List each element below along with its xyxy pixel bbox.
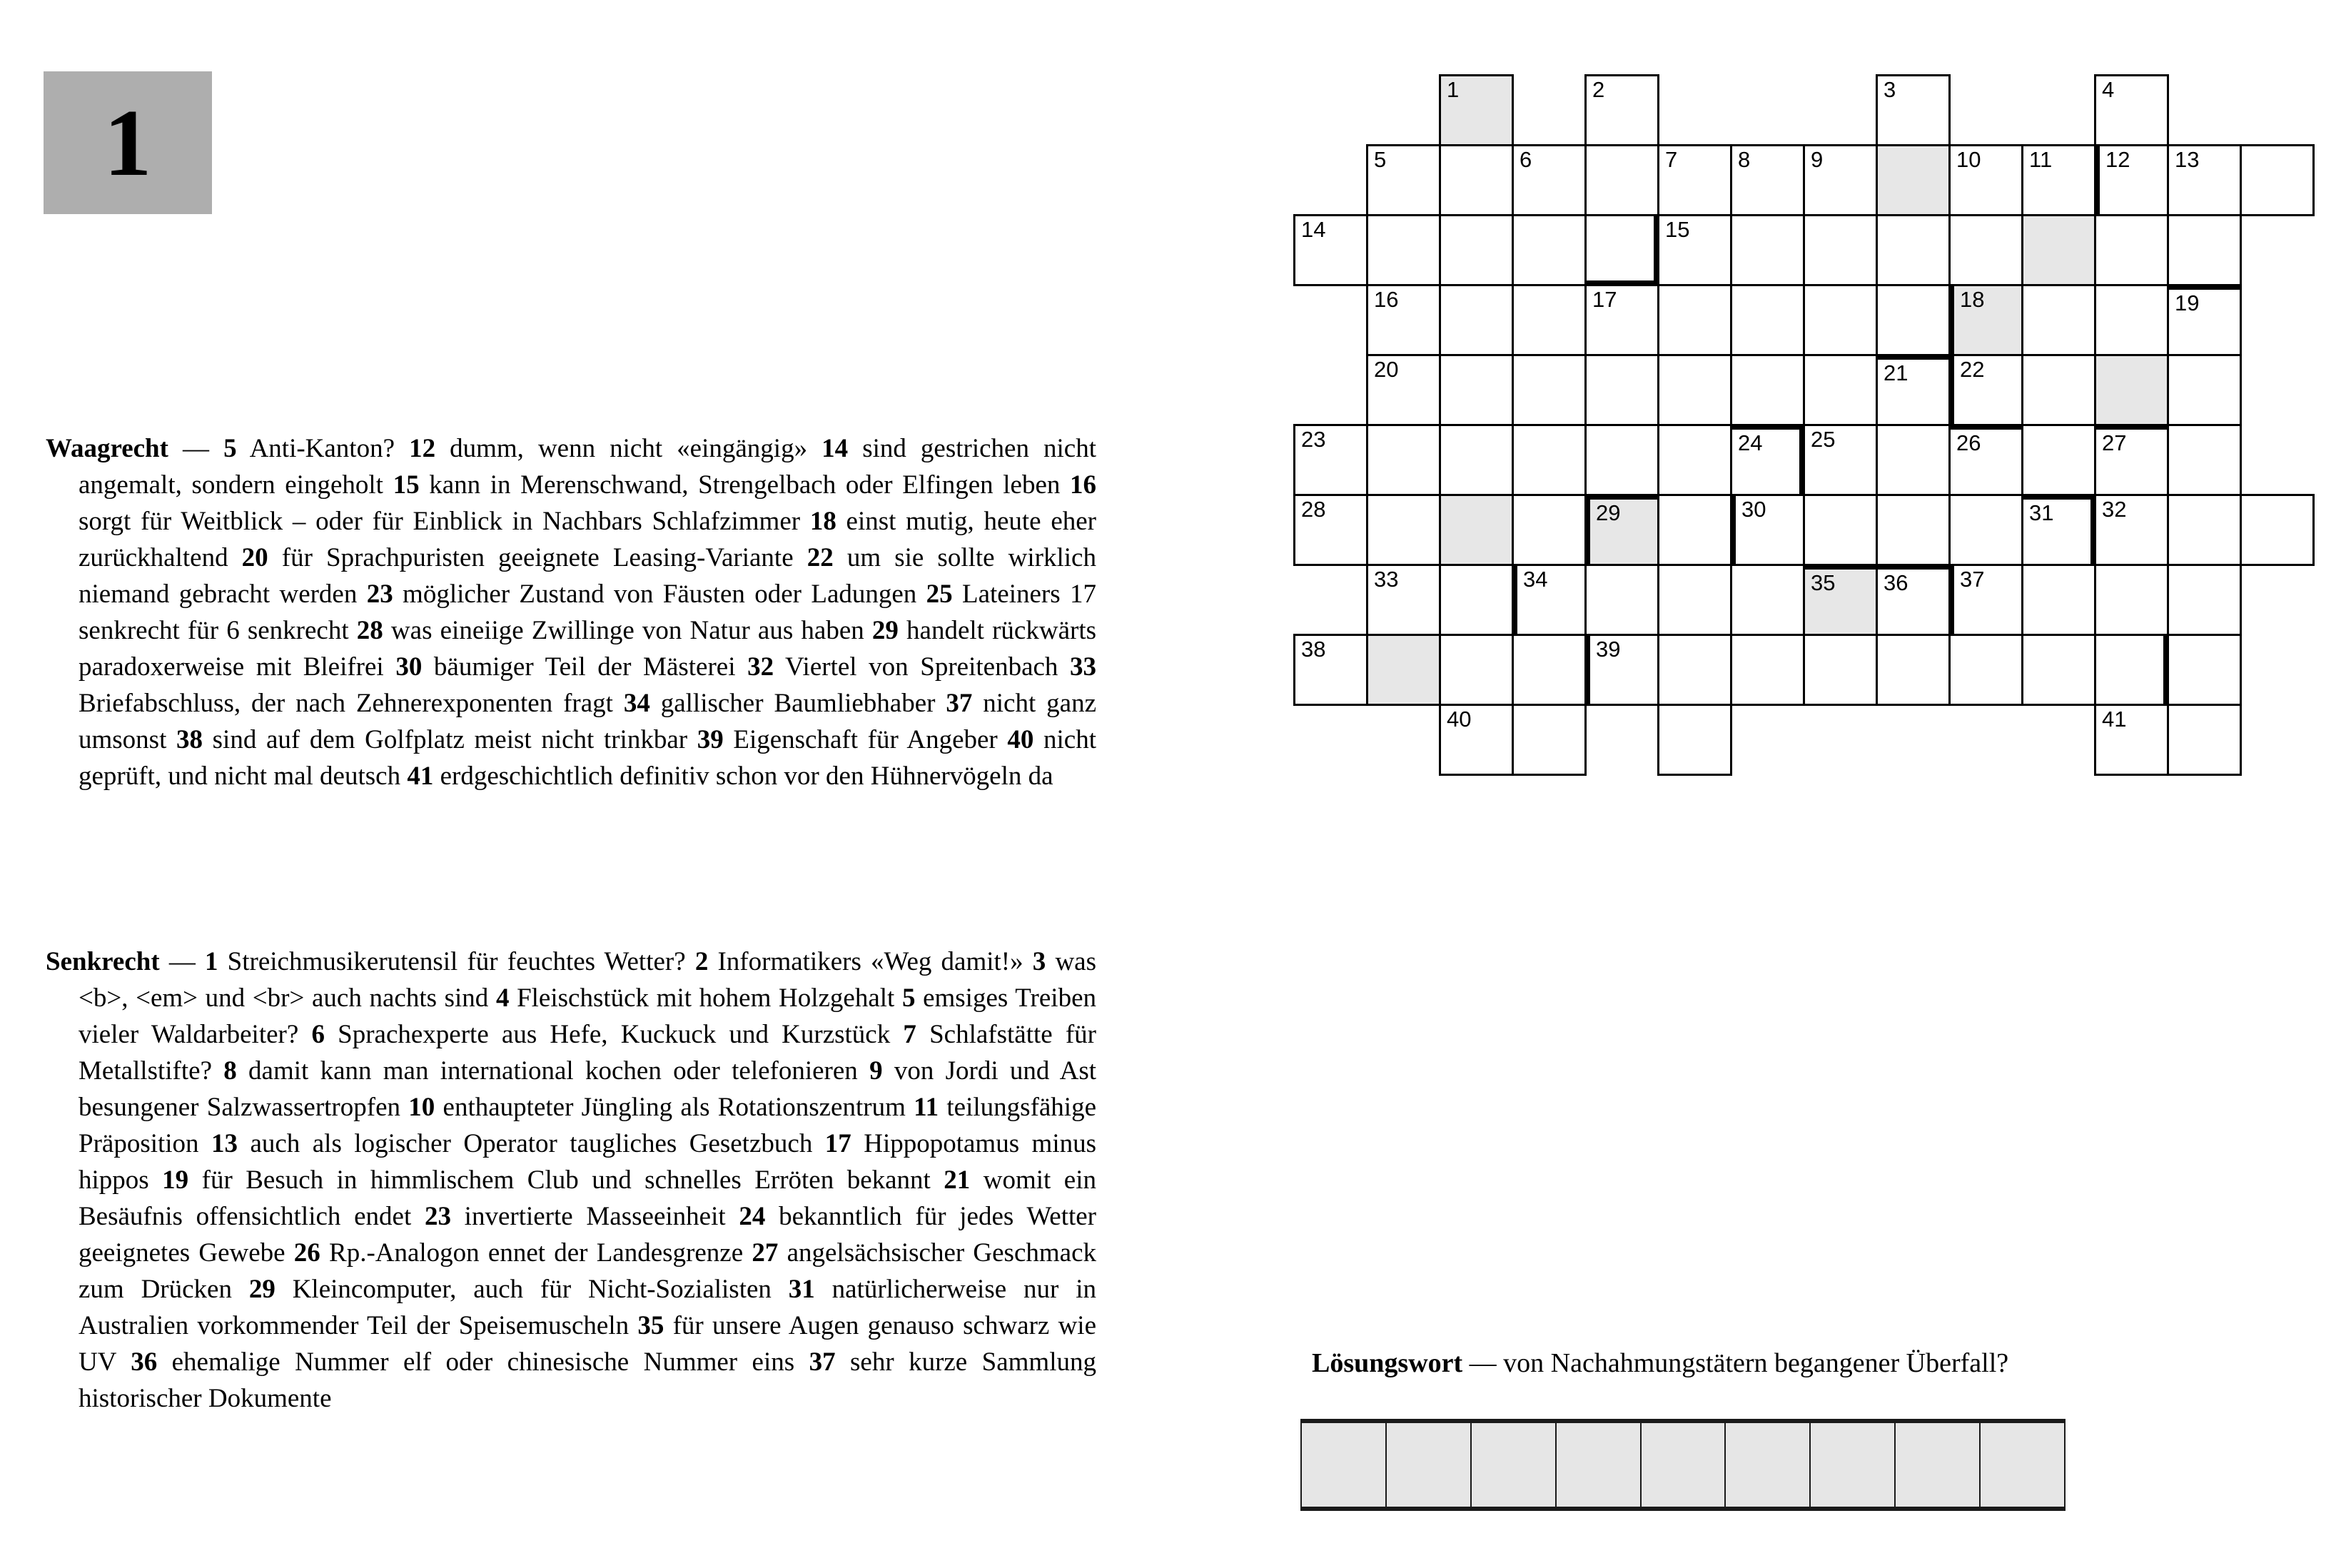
grid-cell-35[interactable] <box>1803 564 1878 636</box>
senkrecht-clues: 1 Streichmusikerutensil für feuchtes Wetter? 2 Informatikers «Weg damit!» 3 was <b>, <em> und <br> auch nachts sind 4 Fleischstück mit hohem Holzgehalt 5 emsiges Treiben vieler Waldarbeiter? 6 Sprachexperte aus Hefe, Kuckuck und Kurzstück 7 Schlafstätte für Metallstifte? 8 damit kann man international kochen oder telefonieren 9 von Jordi und Ast besungener Salzwassertropfen 10 enthaupteter Jüngling als Rotationszentrum 11 teilungsfähige Präposition 13 auch als logischer Operator taugliches Gesetzbuch 17 Hippopotamus minus hippos 19 für Besuch in himmlischem Club und schnelles Erröten bekannt 21 womit ein Besäufnis offensichtlich endet 23 invertierte Masseeinheit 24 bekanntlich für jedes Wetter geeignetes Gewebe 26 Rp.-Analogon ennet der Landesgrenze 27 angelsächsischer Geschmack zum Drücken 29 Kleincomputer, auch für Nicht-Sozialisten 31 natürlicherweise nur in Australien vorkommender Teil der Speisemuscheln 35 für unsere Augen genauso schwarz wie UV 36 ehemalige Nummer elf oder chinesische Nummer eins 37 sehr kurze Sammlung historischer Dokumente <box>79 947 1097 1413</box>
solution-letter-box[interactable] <box>1979 1423 2064 1507</box>
grid-cell[interactable] <box>1439 634 1514 706</box>
clue-number: 20 <box>241 543 268 572</box>
grid-cell-13[interactable] <box>2167 144 2242 216</box>
grid-cell[interactable] <box>2094 564 2169 636</box>
cell-number: 39 <box>1596 637 1621 662</box>
grid-cell[interactable] <box>1584 354 1659 426</box>
grid-cell[interactable] <box>2167 424 2242 496</box>
solution-letter-box[interactable] <box>1724 1423 1809 1507</box>
grid-cell[interactable] <box>2167 354 2242 426</box>
clue-number: 8 <box>223 1056 237 1086</box>
grid-cell-8[interactable] <box>1730 144 1805 216</box>
clue-number: 26 <box>293 1238 320 1268</box>
grid-cell[interactable] <box>1876 634 1951 706</box>
cell-number: 38 <box>1301 637 1326 662</box>
cell-number: 16 <box>1374 287 1399 312</box>
clue-number: 22 <box>807 543 834 572</box>
grid-cell[interactable] <box>1657 424 1732 496</box>
grid-cell[interactable] <box>1803 354 1878 426</box>
solution-letter-box[interactable] <box>1302 1423 1385 1507</box>
cell-number: 7 <box>1665 147 1678 172</box>
grid-cell[interactable] <box>1512 354 1587 426</box>
grid-cell-28[interactable] <box>1293 494 1368 566</box>
waagrecht-clues: 5 Anti-Kanton? 12 dumm, wenn nicht «eingängig» 14 sind gestrichen nicht angemalt, sondern eingeholt 15 kann in Merenschwand, Strengelbach oder Elfingen leben 16 sorgt für Weitblick – oder für Einblick in Nachbars Schlafzimmer 18 einst mutig, heute eher zurückhaltend 20 für Sprachpuristen geeignete Leasing-Variante 22 um sie sollte wirklich niemand gebracht werden 23 möglicher Zustand von Fäusten oder Ladungen 25 Lateiners 17 senkrecht für 6 senkrecht 28 was eineiige Zwillinge von Natur aus haben 29 handelt rückwärts paradoxerweise mit Bleifrei 30 bäumiger Teil der Mästerei 32 Viertel von Spreitenbach 33 Briefabschluss, der nach Zehnerexponenten fragt 34 gallischer Baumliebhaber 37 nicht ganz umsonst 38 sind auf dem Golfplatz meist nicht trinkbar 39 Eigenschaft für Angeber 40 nicht geprüft, und nicht mal deutsch 41 erdgeschichtlich definitiv schon vor den Hühnervögeln da <box>79 434 1097 791</box>
grid-cell-23[interactable] <box>1293 424 1368 496</box>
clue-number: 7 <box>903 1020 916 1049</box>
clue-number: 31 <box>788 1275 815 1304</box>
grid-cell[interactable] <box>1803 494 1878 566</box>
grid-cell[interactable] <box>1584 144 1659 216</box>
grid-cell[interactable] <box>1366 634 1441 706</box>
clue-number: 37 <box>809 1347 836 1377</box>
cell-number: 14 <box>1301 217 1326 242</box>
senkrecht-heading: Senkrecht <box>46 947 160 976</box>
grid-cell[interactable] <box>2094 284 2169 356</box>
clue-number: 6 <box>311 1020 325 1049</box>
grid-cell[interactable] <box>1439 284 1514 356</box>
clue-number: 18 <box>809 507 836 536</box>
grid-cell[interactable] <box>1876 424 1951 496</box>
grid-cell[interactable] <box>1366 494 1441 566</box>
cell-number: 21 <box>1884 360 1908 385</box>
clue-number: 24 <box>739 1202 766 1231</box>
cell-number: 29 <box>1596 500 1621 525</box>
cell-number: 12 <box>2105 147 2130 172</box>
grid-cell-10[interactable] <box>1948 144 2023 216</box>
grid-cell[interactable] <box>2021 424 2096 496</box>
clue-number: 19 <box>162 1165 189 1195</box>
grid-cell-30[interactable] <box>1730 494 1805 566</box>
clue-number: 29 <box>871 616 899 645</box>
grid-cell[interactable] <box>1439 424 1514 496</box>
solution-letter-box[interactable] <box>1385 1423 1470 1507</box>
clue-number: 1 <box>204 947 218 976</box>
clue-number: 16 <box>1070 470 1097 500</box>
solution-letter-box[interactable] <box>1894 1423 1979 1507</box>
cell-number: 36 <box>1884 570 1908 595</box>
grid-cell-15[interactable] <box>1657 214 1732 286</box>
cell-number: 34 <box>1523 567 1548 592</box>
clue-number: 15 <box>393 470 420 500</box>
cell-number: 27 <box>2102 430 2127 455</box>
solution-letter-box[interactable] <box>1640 1423 1725 1507</box>
clue-number: 27 <box>752 1238 779 1268</box>
grid-cell[interactable] <box>1730 214 1805 286</box>
grid-cell[interactable] <box>1584 424 1659 496</box>
grid-cell-3[interactable] <box>1876 74 1951 146</box>
solution-letter-box[interactable] <box>1555 1423 1640 1507</box>
grid-cell-22[interactable] <box>1948 354 2023 426</box>
grid-cell-18[interactable] <box>1948 284 2023 356</box>
grid-cell[interactable] <box>1948 634 2023 706</box>
clue-number: 36 <box>131 1347 158 1377</box>
cell-number: 1 <box>1447 77 1460 102</box>
grid-cell-2[interactable] <box>1584 74 1659 146</box>
grid-cell[interactable] <box>2240 494 2315 566</box>
grid-cell-41[interactable] <box>2094 704 2169 776</box>
grid-cell[interactable] <box>2167 704 2242 776</box>
cell-number: 30 <box>1741 497 1766 522</box>
clue-number: 5 <box>901 983 916 1013</box>
grid-cell-14[interactable] <box>1293 214 1368 286</box>
clue-number: 11 <box>914 1093 939 1122</box>
clue-number: 40 <box>1007 725 1034 754</box>
senkrecht-section <box>46 944 1096 1417</box>
grid-cell[interactable] <box>2167 634 2242 706</box>
grid-cell-4[interactable] <box>2094 74 2169 146</box>
waagrecht-heading: Waagrecht <box>46 434 168 463</box>
clue-number: 32 <box>747 652 774 682</box>
grid-cell[interactable] <box>1584 214 1659 286</box>
grid-cell[interactable] <box>2021 634 2096 706</box>
grid-cell[interactable] <box>1512 704 1587 776</box>
solution-letter-box[interactable] <box>1470 1423 1555 1507</box>
grid-cell[interactable] <box>1657 564 1732 636</box>
cell-number: 6 <box>1520 147 1532 172</box>
grid-cell[interactable] <box>1439 494 1514 566</box>
grid-cell[interactable] <box>1512 284 1587 356</box>
grid-cell[interactable] <box>1584 564 1659 636</box>
cell-number: 41 <box>2102 707 2127 732</box>
cell-number: 37 <box>1960 567 1985 592</box>
clue-number: 5 <box>223 434 237 463</box>
cell-number: 9 <box>1811 147 1824 172</box>
clue-number: 34 <box>623 689 650 718</box>
clue-number: 38 <box>176 725 203 754</box>
cell-number: 13 <box>2175 147 2200 172</box>
clue-number: 2 <box>694 947 709 976</box>
grid-cell-33[interactable] <box>1366 564 1441 636</box>
grid-cell[interactable] <box>1512 214 1587 286</box>
grid-cell-19[interactable] <box>2167 284 2242 356</box>
clue-number: 25 <box>926 580 953 609</box>
solution-letter-box[interactable] <box>1809 1423 1894 1507</box>
grid-cell-38[interactable] <box>1293 634 1368 706</box>
clue-number: 10 <box>408 1093 435 1122</box>
cell-number: 35 <box>1811 570 1836 595</box>
grid-cell[interactable] <box>1730 354 1805 426</box>
cell-number: 20 <box>1374 357 1399 382</box>
grid-cell[interactable] <box>1439 144 1514 216</box>
grid-cell-24[interactable] <box>1730 424 1805 496</box>
grid-cell[interactable] <box>1439 354 1514 426</box>
grid-cell[interactable] <box>1366 424 1441 496</box>
grid-cell[interactable] <box>2094 634 2169 706</box>
grid-cell[interactable] <box>1803 214 1878 286</box>
clue-number: 4 <box>495 983 510 1013</box>
clue-number: 28 <box>356 616 383 645</box>
grid-cell[interactable] <box>1657 634 1732 706</box>
cell-number: 24 <box>1738 430 1763 455</box>
grid-cell[interactable] <box>1657 704 1732 776</box>
grid-cell-34[interactable] <box>1512 564 1587 636</box>
grid-cell-36[interactable] <box>1876 564 1951 636</box>
cell-number: 23 <box>1301 427 1326 452</box>
grid-cell-31[interactable] <box>2021 494 2096 566</box>
clue-number: 41 <box>407 762 434 791</box>
cell-number: 15 <box>1665 217 1690 242</box>
solution-heading: Lösungswort <box>1312 1348 1463 1378</box>
grid-cell[interactable] <box>1657 494 1732 566</box>
clue-number: 9 <box>869 1056 883 1086</box>
grid-cell[interactable] <box>1876 494 1951 566</box>
clue-number: 33 <box>1070 652 1097 682</box>
grid-cell[interactable] <box>1512 424 1587 496</box>
clue-number: 30 <box>395 652 423 682</box>
clue-number: 23 <box>366 580 393 609</box>
grid-cell[interactable] <box>1876 144 1951 216</box>
cell-number: 8 <box>1738 147 1751 172</box>
grid-cell[interactable] <box>1803 634 1878 706</box>
grid-cell-5[interactable] <box>1366 144 1441 216</box>
grid-cell-37[interactable] <box>1948 564 2023 636</box>
waagrecht-separator: — <box>168 434 224 463</box>
grid-cell-12[interactable] <box>2094 144 2169 216</box>
grid-cell-11[interactable] <box>2021 144 2096 216</box>
cell-number: 31 <box>2029 500 2054 525</box>
solution-separator: — <box>1462 1348 1504 1378</box>
grid-cell-20[interactable] <box>1366 354 1441 426</box>
clue-number: 21 <box>944 1165 971 1195</box>
grid-cell[interactable] <box>1657 354 1732 426</box>
grid-cell[interactable] <box>1512 494 1587 566</box>
grid-cell[interactable] <box>2167 214 2242 286</box>
grid-cell[interactable] <box>2167 494 2242 566</box>
cell-number: 26 <box>1956 430 1981 455</box>
grid-cell[interactable] <box>1948 214 2023 286</box>
grid-cell-21[interactable] <box>1876 354 1951 426</box>
cell-number: 19 <box>2175 290 2200 315</box>
grid-cell[interactable] <box>2240 144 2315 216</box>
cell-number: 11 <box>2029 147 2053 172</box>
grid-cell-16[interactable] <box>1366 284 1441 356</box>
cell-number: 40 <box>1447 707 1472 732</box>
grid-cell[interactable] <box>1366 214 1441 286</box>
cell-number: 32 <box>2102 497 2127 522</box>
solution-word-boxes <box>1300 1419 2066 1511</box>
clue-number: 14 <box>821 434 849 463</box>
grid-cell-26[interactable] <box>1948 424 2023 496</box>
grid-cell[interactable] <box>1730 634 1805 706</box>
cell-number: 4 <box>2102 77 2115 102</box>
cell-number: 3 <box>1884 77 1896 102</box>
cell-number: 28 <box>1301 497 1326 522</box>
grid-cell[interactable] <box>2094 214 2169 286</box>
clue-number: 3 <box>1032 947 1046 976</box>
grid-cell[interactable] <box>1876 214 1951 286</box>
cell-number: 22 <box>1960 357 1985 382</box>
grid-cell-27[interactable] <box>2094 424 2169 496</box>
grid-cell[interactable] <box>1439 214 1514 286</box>
grid-cell-39[interactable] <box>1584 634 1659 706</box>
clue-number: 39 <box>697 725 724 754</box>
grid-cell-29[interactable] <box>1584 494 1659 566</box>
cell-number: 2 <box>1592 77 1605 102</box>
grid-cell[interactable] <box>1730 284 1805 356</box>
clue-number: 12 <box>409 434 436 463</box>
cell-number: 33 <box>1374 567 1399 592</box>
grid-cell-32[interactable] <box>2094 494 2169 566</box>
grid-cell[interactable] <box>2021 564 2096 636</box>
grid-cell[interactable] <box>2021 214 2096 286</box>
clue-number: 35 <box>637 1311 664 1340</box>
clue-number: 23 <box>424 1202 451 1231</box>
grid-cell[interactable] <box>1948 494 2023 566</box>
grid-cell[interactable] <box>1512 634 1587 706</box>
clue-number: 17 <box>824 1129 851 1158</box>
grid-cell-7[interactable] <box>1657 144 1732 216</box>
grid-cell-1[interactable] <box>1439 74 1514 146</box>
grid-cell[interactable] <box>2094 354 2169 426</box>
senkrecht-separator: — <box>159 947 205 976</box>
grid-cell[interactable] <box>2021 354 2096 426</box>
grid-cell[interactable] <box>1876 284 1951 356</box>
grid-cell[interactable] <box>1803 284 1878 356</box>
grid-cell[interactable] <box>1730 564 1805 636</box>
grid-cell[interactable] <box>2167 564 2242 636</box>
grid-cell-40[interactable] <box>1439 704 1514 776</box>
cell-number: 18 <box>1960 287 1985 312</box>
waagrecht-section <box>46 430 1096 794</box>
solution-question: von Nachahmungstätern begangener Überfall? <box>1503 1348 2009 1378</box>
clue-number: 37 <box>946 689 973 718</box>
clue-number: 13 <box>211 1129 238 1158</box>
cell-number: 10 <box>1956 147 1981 172</box>
grid-cell-9[interactable] <box>1803 144 1878 216</box>
grid-cell[interactable] <box>1439 564 1514 636</box>
grid-cell-6[interactable] <box>1512 144 1587 216</box>
page-number-badge: 1 <box>44 71 212 214</box>
cell-number: 25 <box>1811 427 1836 452</box>
grid-cell-25[interactable] <box>1803 424 1878 496</box>
clue-number: 29 <box>248 1275 275 1304</box>
cell-number: 17 <box>1592 287 1617 312</box>
grid-cell[interactable] <box>2021 284 2096 356</box>
cell-number: 5 <box>1374 147 1387 172</box>
grid-cell[interactable] <box>1657 284 1732 356</box>
solution-label <box>1312 1347 2008 1380</box>
grid-cell-17[interactable] <box>1584 284 1659 356</box>
